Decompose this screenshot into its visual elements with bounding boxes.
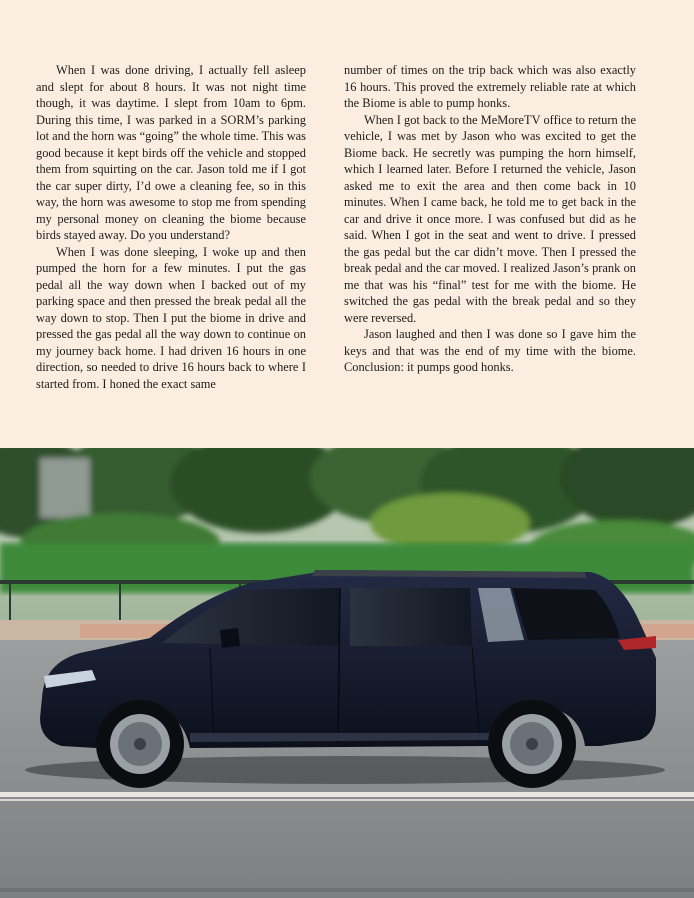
article-column-right <box>344 62 636 376</box>
minivan-photo <box>0 448 694 898</box>
paragraph: When I was done sleeping, I woke up and then pumped the horn for a few minutes. I put the gas pedal all the way down when I backed out of my parking space and then pressed the break pedal all the way down to stop. Then I put the biome in drive and pressed the gas pedal all the way down to continue on my journey back home. I had driven 16 hours in one direction, so needed to drive 16 hours back to where I started from. I honed the exact same <box>36 244 306 391</box>
paragraph: When I was done driving, I actually fell asleep and slept for about 8 hours. It was not night time though, it was daytime. I slept from 10am to 6pm. During this time, I was parked in a SORM’s parking lot and the horn was “going” the whole time. This was good because it kept birds off the vehicle and stopped them from squirting on the car. Jason told me if I got the car super dirty, I’d owe a cleaning fee, so in this way, the horn was awesome to stop me from spending my personal money on cleaning the biome because birds stayed away. Do you understand? <box>36 63 306 242</box>
article-column-left <box>36 62 306 392</box>
front-wheel <box>96 700 184 788</box>
paragraph: When I got back to the MeMoreTV office to return the vehicle, I was met by Jason who was excited to get the Biome back. He secretly was pumping the horn himself, which I learned later. Before I returned the vehicle, Jason asked me to exit the area and then come back in 10 minutes. When I came back, he told me to get back in the car and drive it once more. I was confused but did as he said. When I got in the seat and went to drive. I pressed the gas pedal but the car didn’t move. Then I pressed the break pedal and the car moved. I realized Jason’s prank on me that was his “final” test for me with the biome. He switched the gas pedal with the break pedal and so they were reversed. <box>344 112 636 325</box>
paragraph: number of times on the trip back which was also exactly 16 hours. This proved the extremely reliable rate at which the Biome is able to pump honks. <box>344 63 636 110</box>
rear-wheel <box>488 700 576 788</box>
minivan-illustration <box>0 448 694 898</box>
paragraph: Jason laughed and then I was done so I gave him the keys and that was the end of my time with the biome. Conclusion: it pumps good honks. <box>344 327 636 374</box>
